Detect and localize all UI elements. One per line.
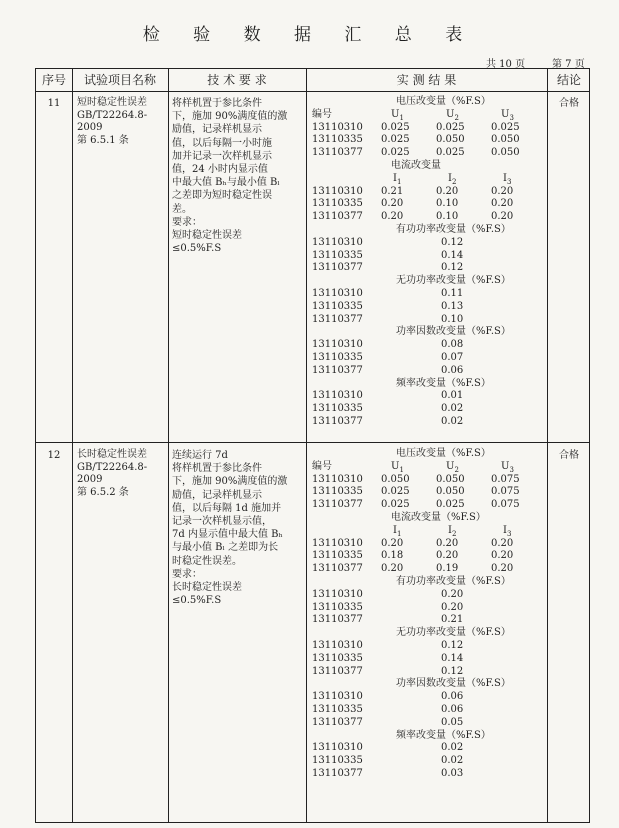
measured-value: 0.07 <box>441 352 464 363</box>
column-symbol <box>391 461 404 473</box>
measured-value: 0.050 <box>491 134 520 146</box>
serial-number: 13110310 <box>312 742 363 754</box>
measured-value: 0.20 <box>441 601 464 613</box>
measured-value: 0.20 <box>491 537 514 549</box>
symbol-subscript: 2 <box>451 177 457 186</box>
test-item-name: 长时稳定性误差 GB/T22264.8- 2009 第 6.5.2 条 <box>77 449 148 498</box>
column-divider <box>306 69 307 822</box>
measured-value: 0.20 <box>491 211 514 223</box>
symbol-letter: U <box>501 460 510 472</box>
measured-value: 0.025 <box>381 147 410 159</box>
measured-value: 0.20 <box>381 537 404 549</box>
measured-value: 0.025 <box>381 121 410 133</box>
symbol-letter: U <box>391 108 400 120</box>
symbol-letter: U <box>446 108 455 120</box>
serial-number: 13110335 <box>312 704 363 715</box>
section-title: 频率改变量（%F.S） <box>396 729 491 741</box>
serial-number: 13110335 <box>312 755 363 767</box>
symbol-subscript: 2 <box>454 465 459 474</box>
serial-number: 13110335 <box>312 652 363 664</box>
measured-value: 0.21 <box>381 185 404 197</box>
serial-number: 13110377 <box>312 211 363 223</box>
symbol-subscript: 2 <box>451 529 457 538</box>
row-number: 11 <box>47 98 61 109</box>
measured-value: 0.19 <box>436 563 459 575</box>
symbol-subscript: 2 <box>454 113 459 122</box>
measured-value: 0.06 <box>441 364 464 376</box>
serial-number: 13110335 <box>312 134 363 146</box>
serial-number: 13110310 <box>312 640 363 651</box>
measured-value: 0.12 <box>441 640 464 651</box>
measured-value: 0.08 <box>441 339 464 351</box>
serial-number: 13110310 <box>312 691 363 703</box>
column-divider <box>72 69 73 822</box>
serial-number: 13110310 <box>312 537 363 549</box>
column-divider <box>547 69 548 822</box>
measured-value: 0.11 <box>441 288 464 299</box>
measured-value: 0.20 <box>436 537 459 549</box>
column-symbol <box>393 173 401 185</box>
measured-value: 0.20 <box>491 198 514 210</box>
measured-value: 0.02 <box>441 416 464 427</box>
measured-value: 0.10 <box>436 211 459 223</box>
symbol-subscript: 3 <box>506 177 512 186</box>
symbol-subscript: 1 <box>399 465 404 474</box>
measured-value: 0.02 <box>441 742 464 754</box>
serial-number: 13110335 <box>312 550 363 562</box>
column-symbol <box>391 109 404 121</box>
row-number: 12 <box>47 450 61 461</box>
section-title: 无功功率改变量（%F.S） <box>396 627 511 639</box>
header-conclusion: 结论 <box>556 73 581 87</box>
row-divider <box>36 442 589 443</box>
serial-number: 13110310 <box>312 473 363 485</box>
measured-value: 0.12 <box>441 262 464 274</box>
symbol-letter: I <box>393 172 397 184</box>
conclusion-value: 合格 <box>559 98 579 109</box>
measured-value: 0.20 <box>491 185 514 197</box>
section-title: 有功功率改变量（%F.S） <box>396 576 511 587</box>
measured-value: 0.12 <box>441 665 464 677</box>
column-symbol <box>448 525 456 537</box>
page-number: 第 7 页 <box>552 59 585 70</box>
header-seq: 序号 <box>41 73 66 87</box>
measured-value: 0.13 <box>441 300 464 312</box>
symbol-letter: U <box>391 460 400 472</box>
measured-value: 0.20 <box>381 563 404 575</box>
serial-number: 13110377 <box>312 614 363 626</box>
measured-value: 0.025 <box>436 499 465 511</box>
measured-value: 0.02 <box>441 755 464 767</box>
serial-number: 13110377 <box>312 416 363 427</box>
symbol-subscript: 1 <box>396 177 402 186</box>
section-title: 功率因数改变量（%F.S） <box>396 678 511 690</box>
serial-number: 13110310 <box>312 121 363 133</box>
measured-value: 0.10 <box>441 313 464 325</box>
technical-requirement: 将样机置于参比条件 下，施加 90%满度值的激 励值，记录样机显示 值，以后每隔一小时施 加并记录一次样机显示 值，24 小时内显示值 中最大值 Bₕ与最小值 Bₗ 之差即为短时稳定性误 差。 要求： 短时稳定性误差 ≤0.5%F.S <box>172 98 288 255</box>
measured-value: 0.20 <box>381 198 404 210</box>
header-item: 试验项目名称 <box>83 73 156 87</box>
serial-number: 13110377 <box>312 313 363 325</box>
measured-value: 0.14 <box>441 249 464 261</box>
serial-number: 13110310 <box>312 288 363 299</box>
measured-value: 0.20 <box>381 211 404 223</box>
symbol-subscript: 1 <box>399 113 404 122</box>
section-title: 功率因数改变量（%F.S） <box>396 326 511 338</box>
measured-value: 0.20 <box>491 550 514 562</box>
measured-value: 0.20 <box>491 563 514 575</box>
measured-value: 0.20 <box>436 550 459 562</box>
column-divider <box>168 69 169 822</box>
column-symbol <box>503 525 511 537</box>
measured-value: 0.050 <box>381 473 410 485</box>
column-symbol <box>393 525 401 537</box>
measured-value: 0.14 <box>441 652 464 664</box>
symbol-letter: I <box>503 524 507 536</box>
measured-value: 0.18 <box>381 550 404 562</box>
serial-label: 编号 <box>312 108 332 120</box>
column-symbol <box>503 173 511 185</box>
serial-number: 13110377 <box>312 364 363 376</box>
measured-value: 0.10 <box>436 198 459 210</box>
header-requirement: 技 术 要 求 <box>207 73 267 87</box>
measured-value: 0.025 <box>381 134 410 146</box>
measured-value: 0.025 <box>381 499 410 511</box>
measured-value: 0.05 <box>441 716 464 728</box>
measured-value: 0.025 <box>381 486 410 498</box>
measured-value: 0.20 <box>436 185 459 197</box>
measured-value: 0.050 <box>491 147 520 159</box>
symbol-subscript: 3 <box>509 465 514 474</box>
serial-number: 13110310 <box>312 236 363 248</box>
serial-number: 13110310 <box>312 390 363 402</box>
column-symbol <box>501 461 514 473</box>
column-symbol <box>501 109 514 121</box>
data-summary-table <box>35 68 590 823</box>
header-divider <box>36 91 589 92</box>
section-title: 电流改变量 <box>391 160 441 171</box>
measured-value: 0.20 <box>441 588 464 600</box>
symbol-letter: U <box>501 108 510 120</box>
page-title: 检 验 数 据 汇 总 表 <box>142 25 477 45</box>
serial-number: 13110335 <box>312 403 363 415</box>
symbol-subscript: 3 <box>506 529 512 538</box>
serial-number: 13110377 <box>312 563 363 575</box>
measured-value: 0.21 <box>441 614 464 626</box>
section-title: 有功功率改变量（%F.S） <box>396 224 511 235</box>
serial-number: 13110335 <box>312 300 363 312</box>
column-symbol <box>448 173 456 185</box>
measured-value: 0.075 <box>491 473 520 485</box>
serial-number: 13110335 <box>312 198 363 210</box>
measured-value: 0.12 <box>441 236 464 248</box>
serial-number: 13110377 <box>312 716 363 728</box>
measured-value: 0.06 <box>441 704 464 715</box>
conclusion-value: 合格 <box>559 450 579 461</box>
serial-number: 13110377 <box>312 665 363 677</box>
measured-value: 0.025 <box>436 147 465 159</box>
section-title: 电流改变量（%F.S） <box>391 512 486 523</box>
symbol-subscript: 1 <box>396 529 402 538</box>
serial-number: 13110335 <box>312 249 363 261</box>
section-title: 电压改变量（%F.S） <box>396 448 491 459</box>
serial-number: 13110335 <box>312 352 363 363</box>
symbol-letter: I <box>448 524 452 536</box>
section-title: 无功功率改变量（%F.S） <box>396 275 511 287</box>
symbol-letter: U <box>446 460 455 472</box>
section-title: 频率改变量（%F.S） <box>396 377 491 389</box>
measured-value: 0.050 <box>436 486 465 498</box>
symbol-subscript: 3 <box>509 113 514 122</box>
measured-value: 0.01 <box>441 390 464 402</box>
symbol-letter: I <box>503 172 507 184</box>
serial-number: 13110377 <box>312 147 363 159</box>
column-symbol <box>446 461 459 473</box>
measured-value: 0.050 <box>436 134 465 146</box>
measured-value: 0.025 <box>491 121 520 133</box>
symbol-letter: I <box>448 172 452 184</box>
header-result: 实 测 结 果 <box>396 73 457 87</box>
measured-value: 0.03 <box>441 768 464 779</box>
column-symbol <box>446 109 459 121</box>
serial-number: 13110310 <box>312 339 363 351</box>
measured-value: 0.06 <box>441 691 464 703</box>
measured-value: 0.025 <box>436 121 465 133</box>
serial-number: 13110310 <box>312 185 363 197</box>
serial-label: 编号 <box>312 460 332 472</box>
test-item-name: 短时稳定性误差 GB/T22264.8- 2009 第 6.5.1 条 <box>77 97 148 146</box>
serial-number: 13110335 <box>312 486 363 498</box>
measured-value: 0.075 <box>491 486 520 498</box>
measured-value: 0.075 <box>491 499 520 511</box>
measured-value: 0.050 <box>436 473 465 485</box>
serial-number: 13110335 <box>312 601 363 613</box>
symbol-letter: I <box>393 524 397 536</box>
serial-number: 13110310 <box>312 588 363 600</box>
section-title: 电压改变量（%F.S） <box>396 96 491 107</box>
measured-value: 0.02 <box>441 403 464 415</box>
serial-number: 13110377 <box>312 262 363 274</box>
technical-requirement: 连续运行 7d 将样机置于参比条件 下，施加 90%满度值的激 励值，记录样机显示 值，以后每隔 1d 施加并 记录一次样机显示值， 7d 内显示值中最大值 Bₕ 与最小值 Bₗ 之差即为长 时稳定性误差。 要求： 长时稳定性误差 ≤0.5%F.S <box>172 450 288 607</box>
serial-number: 13110377 <box>312 499 363 511</box>
serial-number: 13110377 <box>312 768 363 779</box>
total-pages: 共 10 页 <box>486 59 526 70</box>
